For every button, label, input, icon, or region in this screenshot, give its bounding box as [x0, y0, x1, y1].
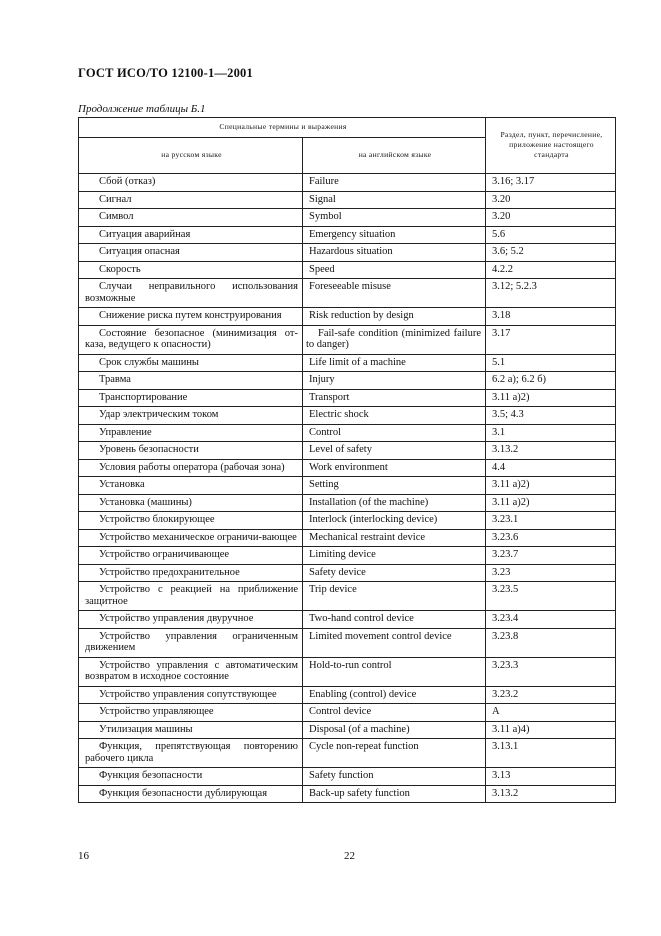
table-row [79, 279, 616, 308]
term-reference: 3.13.1 [486, 739, 616, 768]
table-row [79, 494, 616, 512]
table-row [79, 308, 616, 326]
term-russian: Утилизация машины [79, 721, 303, 739]
term-russian: Функция безопасности [79, 768, 303, 786]
table-row [79, 768, 616, 786]
term-russian: Травма [79, 372, 303, 390]
term-english: Hold-to-run control [303, 657, 486, 686]
term-russian: Транспортирование [79, 389, 303, 407]
term-english: Control [303, 424, 486, 442]
term-russian: Устройство управления двуручное [79, 611, 303, 629]
term-reference: 3.23.4 [486, 611, 616, 629]
term-russian: Функция, препятствующая повторению рабочего цикла [79, 739, 303, 768]
term-russian: Случаи неправильного использования возможные [79, 279, 303, 308]
term-english: Safety device [303, 564, 486, 582]
term-russian: Устройство ограничивающее [79, 547, 303, 565]
term-english: Two-hand control device [303, 611, 486, 629]
term-russian: Устройство с реакцией на приближение защитное [79, 582, 303, 611]
table-row [79, 261, 616, 279]
term-russian: Установка (машины) [79, 494, 303, 512]
table-row [79, 354, 616, 372]
term-reference: 3.13 [486, 768, 616, 786]
term-russian: Скорость [79, 261, 303, 279]
term-english: Failure [303, 174, 486, 192]
table-row [79, 657, 616, 686]
table-row [79, 424, 616, 442]
term-reference: А [486, 704, 616, 722]
term-russian: Функция безопасности дублирующая [79, 785, 303, 803]
term-english: Signal [303, 191, 486, 209]
term-english: Fail-safe condition (minimized failure to danger) [303, 325, 486, 354]
term-reference: 3.20 [486, 209, 616, 227]
term-russian: Ситуация опасная [79, 244, 303, 262]
term-reference: 3.23.3 [486, 657, 616, 686]
table-row [79, 226, 616, 244]
term-english: Speed [303, 261, 486, 279]
term-russian: Устройство блокирующее [79, 512, 303, 530]
term-english: Installation (of the machine) [303, 494, 486, 512]
term-english: Safety function [303, 768, 486, 786]
table-row [79, 389, 616, 407]
term-english: Electric shock [303, 407, 486, 425]
term-russian: Уровень безопасности [79, 442, 303, 460]
table-row [79, 547, 616, 565]
term-english: Enabling (control) device [303, 686, 486, 704]
header-terms: Специальные термины и выражения [79, 118, 486, 138]
term-reference: 3.17 [486, 325, 616, 354]
term-english: Life limit of a machine [303, 354, 486, 372]
term-russian: Установка [79, 477, 303, 495]
term-english: Back-up safety function [303, 785, 486, 803]
table-row [79, 442, 616, 460]
term-russian: Срок службы машины [79, 354, 303, 372]
table-row [79, 704, 616, 722]
term-english: Trip device [303, 582, 486, 611]
term-reference: 3.23.7 [486, 547, 616, 565]
term-reference: 3.23.8 [486, 628, 616, 657]
term-russian: Устройство механическое ограничи-вающее [79, 529, 303, 547]
table-row [79, 372, 616, 390]
table-row [79, 174, 616, 192]
term-russian: Устройство управления ограниченным движением [79, 628, 303, 657]
term-russian: Состояние безопасное (минимизация от-каза, ведущего к опасности) [79, 325, 303, 354]
term-reference: 3.23.1 [486, 512, 616, 530]
term-russian: Удар электрическим током [79, 407, 303, 425]
term-english: Risk reduction by design [303, 308, 486, 326]
table-row [79, 628, 616, 657]
table-row [79, 739, 616, 768]
term-english: Limited movement control device [303, 628, 486, 657]
term-reference: 3.5; 4.3 [486, 407, 616, 425]
table-row [79, 582, 616, 611]
table-row [79, 529, 616, 547]
term-english: Disposal (of a machine) [303, 721, 486, 739]
table-row [79, 477, 616, 495]
sheet-number: 22 [344, 850, 355, 862]
term-english: Limiting device [303, 547, 486, 565]
term-english: Interlock (interlocking device) [303, 512, 486, 530]
term-reference: 3.23.2 [486, 686, 616, 704]
term-reference: 4.4 [486, 459, 616, 477]
header-english: на английском языке [303, 138, 486, 174]
table-row [79, 325, 616, 354]
table-row [79, 611, 616, 629]
term-english: Symbol [303, 209, 486, 227]
header-russian: на русском языке [79, 138, 303, 174]
term-russian: Сигнал [79, 191, 303, 209]
term-russian: Ситуация аварийная [79, 226, 303, 244]
term-english: Mechanical restraint device [303, 529, 486, 547]
table-row [79, 785, 616, 803]
table-row [79, 686, 616, 704]
table-row [79, 564, 616, 582]
document-title: ГОСТ ИСО/ТО 12100-1—2001 [78, 66, 253, 80]
table-row [79, 512, 616, 530]
term-reference: 3.12; 5.2.3 [486, 279, 616, 308]
term-english: Injury [303, 372, 486, 390]
term-english: Setting [303, 477, 486, 495]
table-row [79, 459, 616, 477]
term-russian: Символ [79, 209, 303, 227]
term-russian: Устройство управления сопутствующее [79, 686, 303, 704]
term-english: Emergency situation [303, 226, 486, 244]
table-body [79, 174, 616, 803]
term-reference: 3.1 [486, 424, 616, 442]
term-english: Foreseeable misuse [303, 279, 486, 308]
table-row [79, 407, 616, 425]
table-row [79, 721, 616, 739]
term-english: Control device [303, 704, 486, 722]
term-russian: Управление [79, 424, 303, 442]
term-reference: 4.2.2 [486, 261, 616, 279]
term-reference: 6.2 а); 6.2 б) [486, 372, 616, 390]
term-russian: Снижение риска путем конструирования [79, 308, 303, 326]
header-reference: Раздел, пункт, перечисление, приложение настоящего стандарта [486, 118, 616, 174]
term-reference: 5.1 [486, 354, 616, 372]
term-english: Transport [303, 389, 486, 407]
term-reference: 3.11 а)2) [486, 389, 616, 407]
term-reference: 3.11 а)2) [486, 477, 616, 495]
term-reference: 5.6 [486, 226, 616, 244]
term-reference: 3.23.6 [486, 529, 616, 547]
table-row [79, 191, 616, 209]
term-reference: 3.13.2 [486, 442, 616, 460]
page-number: 16 [78, 850, 89, 862]
term-reference: 3.23.5 [486, 582, 616, 611]
term-reference: 3.11 а)4) [486, 721, 616, 739]
term-reference: 3.23 [486, 564, 616, 582]
term-reference: 3.20 [486, 191, 616, 209]
terms-table [78, 117, 616, 803]
term-russian: Устройство предохранительное [79, 564, 303, 582]
term-reference: 3.18 [486, 308, 616, 326]
table-caption: Продолжение таблицы Б.1 [78, 103, 206, 115]
term-english: Cycle non-repeat function [303, 739, 486, 768]
term-russian: Устройство управления с автоматическим возвратом в исходное состояние [79, 657, 303, 686]
term-english: Hazardous situation [303, 244, 486, 262]
term-reference: 3.16; 3.17 [486, 174, 616, 192]
term-reference: 3.13.2 [486, 785, 616, 803]
term-reference: 3.11 а)2) [486, 494, 616, 512]
term-english: Work environment [303, 459, 486, 477]
term-english: Level of safety [303, 442, 486, 460]
table-row [79, 209, 616, 227]
term-russian: Условия работы оператора (рабочая зона) [79, 459, 303, 477]
term-reference: 3.6; 5.2 [486, 244, 616, 262]
term-russian: Устройство управляющее [79, 704, 303, 722]
term-russian: Сбой (отказ) [79, 174, 303, 192]
table-row [79, 244, 616, 262]
